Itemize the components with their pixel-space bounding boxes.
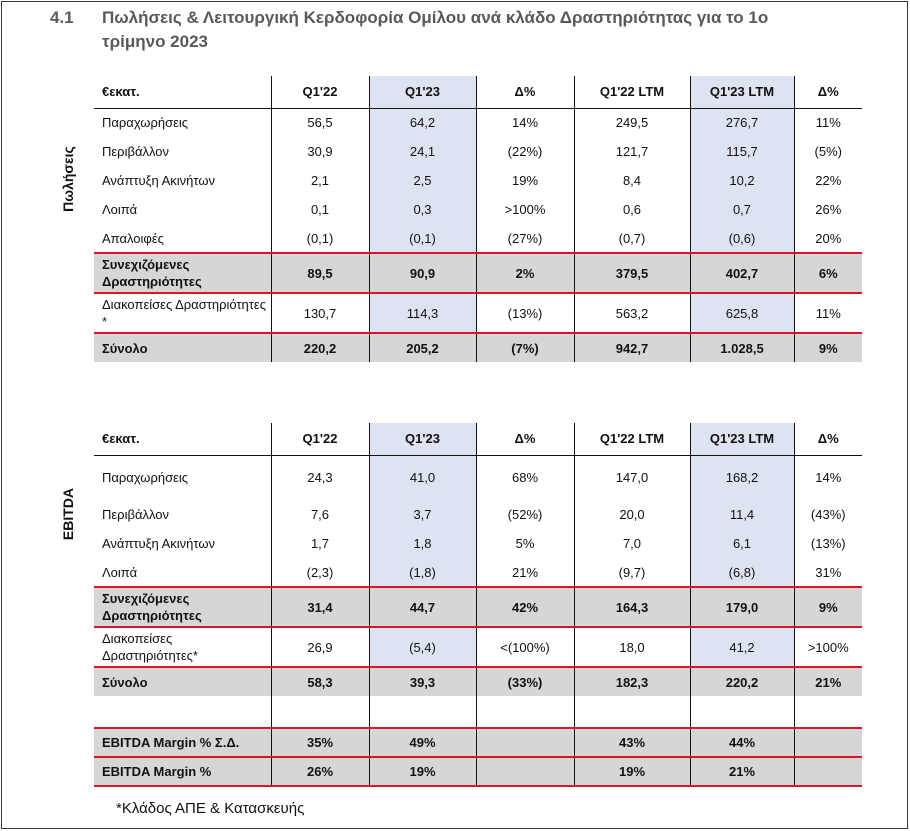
cell: 249,5 — [574, 108, 690, 137]
cell: 0,7 — [690, 195, 794, 224]
cell: 24,3 — [271, 455, 369, 500]
cell: (0,1) — [271, 224, 369, 253]
cell: 90,9 — [369, 253, 476, 293]
cell: 0,1 — [271, 195, 369, 224]
cell: 44% — [690, 728, 794, 757]
discontinued-row — [94, 293, 862, 333]
cell: (6,8) — [690, 558, 794, 587]
row-label: EBITDA Margin % — [94, 757, 271, 786]
total-row — [94, 667, 862, 696]
cell: (0,7) — [574, 224, 690, 253]
cell: 5% — [476, 529, 574, 558]
cell: 625,8 — [690, 293, 794, 333]
cell: 26% — [794, 195, 862, 224]
table-row — [94, 195, 862, 224]
ebitda-header-row — [94, 423, 862, 455]
sales-table — [94, 76, 862, 362]
cell: 130,7 — [271, 293, 369, 333]
cell: 179,0 — [690, 587, 794, 627]
section-title: Πωλήσεις & Λειτουργική Κερδοφορία Ομίλου ανά κλάδο Δραστηριότητας για το 1ο τρίμηνο 2023 — [102, 8, 769, 51]
cell: 89,5 — [271, 253, 369, 293]
cell: 379,5 — [574, 253, 690, 293]
cell: 14% — [794, 455, 862, 500]
cell: 402,7 — [690, 253, 794, 293]
cell: 6% — [794, 253, 862, 293]
cell — [476, 757, 574, 786]
cell: 1,7 — [271, 529, 369, 558]
cell: 43% — [574, 728, 690, 757]
cell: 14% — [476, 108, 574, 137]
table-row — [94, 558, 862, 587]
cell: 220,2 — [271, 333, 369, 362]
cell: 41,2 — [690, 627, 794, 667]
cell: 42% — [476, 587, 574, 627]
row-label: Παραχωρήσεις — [102, 470, 189, 486]
cell: 30,9 — [271, 137, 369, 166]
cell: 21% — [794, 667, 862, 696]
cell: 8,4 — [574, 166, 690, 195]
cell: 21% — [476, 558, 574, 587]
row-label: Συνεχιζόμενες Δραστηριότητες — [94, 587, 271, 627]
cell: 220,2 — [690, 667, 794, 696]
cell: 147,0 — [574, 455, 690, 500]
cell: (13%) — [476, 293, 574, 333]
cell — [794, 757, 862, 786]
cell: 31,4 — [271, 587, 369, 627]
row-label: Περιβάλλον — [102, 144, 169, 159]
cell: 2% — [476, 253, 574, 293]
cell: 1.028,5 — [690, 333, 794, 362]
cell: (5,4) — [369, 627, 476, 667]
cell: 18,0 — [574, 627, 690, 667]
col-header: Δ% — [476, 423, 574, 455]
cell: 26% — [271, 757, 369, 786]
cell: 11,4 — [690, 500, 794, 529]
table-row — [94, 500, 862, 529]
cell: 2,5 — [369, 166, 476, 195]
col-header: Δ% — [476, 76, 574, 108]
col-header: Δ% — [794, 76, 862, 108]
table-row — [94, 166, 862, 195]
cell: 2,1 — [271, 166, 369, 195]
cell: >100% — [476, 195, 574, 224]
cell: 21% — [690, 757, 794, 786]
cell: 115,7 — [690, 137, 794, 166]
row-label: Λοιπά — [102, 202, 138, 217]
cell: 6,1 — [690, 529, 794, 558]
cell: 56,5 — [271, 108, 369, 137]
col-header: Q1'23 LTM — [690, 423, 794, 455]
cell: 35% — [271, 728, 369, 757]
cell: 7,6 — [271, 500, 369, 529]
cell: 10,2 — [690, 166, 794, 195]
row-label: Ανάπτυξη Ακινήτων — [102, 173, 216, 188]
footnote: *Κλάδος ΑΠΕ & Κατασκευής — [116, 800, 305, 817]
cell: (27%) — [476, 224, 574, 253]
cell: 0,3 — [369, 195, 476, 224]
cell: (1,8) — [369, 558, 476, 587]
cell: 19% — [369, 757, 476, 786]
row-label: Περιβάλλον — [102, 507, 169, 522]
col-header: Q1'23 LTM — [690, 76, 794, 108]
cell — [794, 728, 862, 757]
cell: 3,7 — [369, 500, 476, 529]
cell: 20,0 — [574, 500, 690, 529]
col-header: Q1'23 — [369, 76, 476, 108]
row-label: Διακοπείσες Δραστηριότητες * — [102, 297, 266, 329]
cell: (22%) — [476, 137, 574, 166]
cell: 11% — [794, 108, 862, 137]
row-label: Ανάπτυξη Ακινήτων — [102, 536, 216, 551]
continuing-row — [94, 587, 862, 627]
cell: 64,2 — [369, 108, 476, 137]
ebitda-side-label: EBITDA — [60, 487, 76, 541]
cell: 26,9 — [271, 627, 369, 667]
table-row — [94, 137, 862, 166]
ebitda-table — [94, 423, 862, 787]
continuing-row — [94, 253, 862, 293]
row-label: Διακοπείσες Δραστηριότητες* — [102, 631, 198, 663]
col-header: Q1'22 — [271, 423, 369, 455]
col-header: Q1'22 — [271, 76, 369, 108]
cell: (0,1) — [369, 224, 476, 253]
cell: 121,7 — [574, 137, 690, 166]
table-row — [94, 529, 862, 558]
col-header: €εκατ. — [94, 423, 271, 455]
spacer-row — [94, 696, 862, 728]
cell: 68% — [476, 455, 574, 500]
margin-continuing-row — [94, 728, 862, 757]
cell: 168,2 — [690, 455, 794, 500]
cell: 44,7 — [369, 587, 476, 627]
discontinued-row — [94, 627, 862, 667]
cell: 58,3 — [271, 667, 369, 696]
margin-total-row — [94, 757, 862, 786]
sales-side-label: Πωλήσεις — [60, 146, 76, 212]
cell: 9% — [794, 333, 862, 362]
cell: 19% — [574, 757, 690, 786]
col-header: Q1'22 LTM — [574, 423, 690, 455]
cell: (7%) — [476, 333, 574, 362]
cell: (13%) — [794, 529, 862, 558]
row-label: Λοιπά — [102, 564, 138, 580]
cell: 182,3 — [574, 667, 690, 696]
cell: 114,3 — [369, 293, 476, 333]
cell: (43%) — [794, 500, 862, 529]
col-header: Q1'22 LTM — [574, 76, 690, 108]
col-header: Δ% — [794, 423, 862, 455]
cell: (52%) — [476, 500, 574, 529]
cell: (5%) — [794, 137, 862, 166]
cell: (0,6) — [690, 224, 794, 253]
table-row — [94, 108, 862, 137]
row-label: Συνεχιζόμενες Δραστηριότητες — [94, 253, 271, 293]
cell: 205,2 — [369, 333, 476, 362]
cell: 942,7 — [574, 333, 690, 362]
col-header: €εκατ. — [94, 76, 271, 108]
cell: 563,2 — [574, 293, 690, 333]
section-number: 4.1 — [50, 8, 74, 27]
cell: <(100%) — [476, 627, 574, 667]
cell: (9,7) — [574, 558, 690, 587]
cell: 19% — [476, 166, 574, 195]
cell — [476, 728, 574, 757]
row-label: Παραχωρήσεις — [102, 115, 189, 131]
cell: 20% — [794, 224, 862, 253]
cell: (33%) — [476, 667, 574, 696]
col-header: Q1'23 — [369, 423, 476, 455]
row-label: Απαλοιφές — [102, 230, 164, 246]
cell: 7,0 — [574, 529, 690, 558]
cell: 276,7 — [690, 108, 794, 137]
cell: 39,3 — [369, 667, 476, 696]
cell: 164,3 — [574, 587, 690, 627]
row-label: EBITDA Margin % Σ.Δ. — [94, 728, 271, 757]
row-label: Σύνολο — [94, 667, 271, 696]
cell: 49% — [369, 728, 476, 757]
total-row — [94, 333, 862, 362]
table-row — [94, 455, 862, 500]
cell: 31% — [794, 558, 862, 587]
cell: 41,0 — [369, 455, 476, 500]
table-row — [94, 224, 862, 253]
row-label: Σύνολο — [94, 333, 271, 362]
cell: 0,6 — [574, 195, 690, 224]
cell: 24,1 — [369, 137, 476, 166]
cell: 9% — [794, 587, 862, 627]
cell: 1,8 — [369, 529, 476, 558]
cell: 22% — [794, 166, 862, 195]
cell: (2,3) — [271, 558, 369, 587]
sales-header-row — [94, 76, 862, 108]
cell: 11% — [794, 293, 862, 333]
cell: >100% — [794, 627, 862, 667]
